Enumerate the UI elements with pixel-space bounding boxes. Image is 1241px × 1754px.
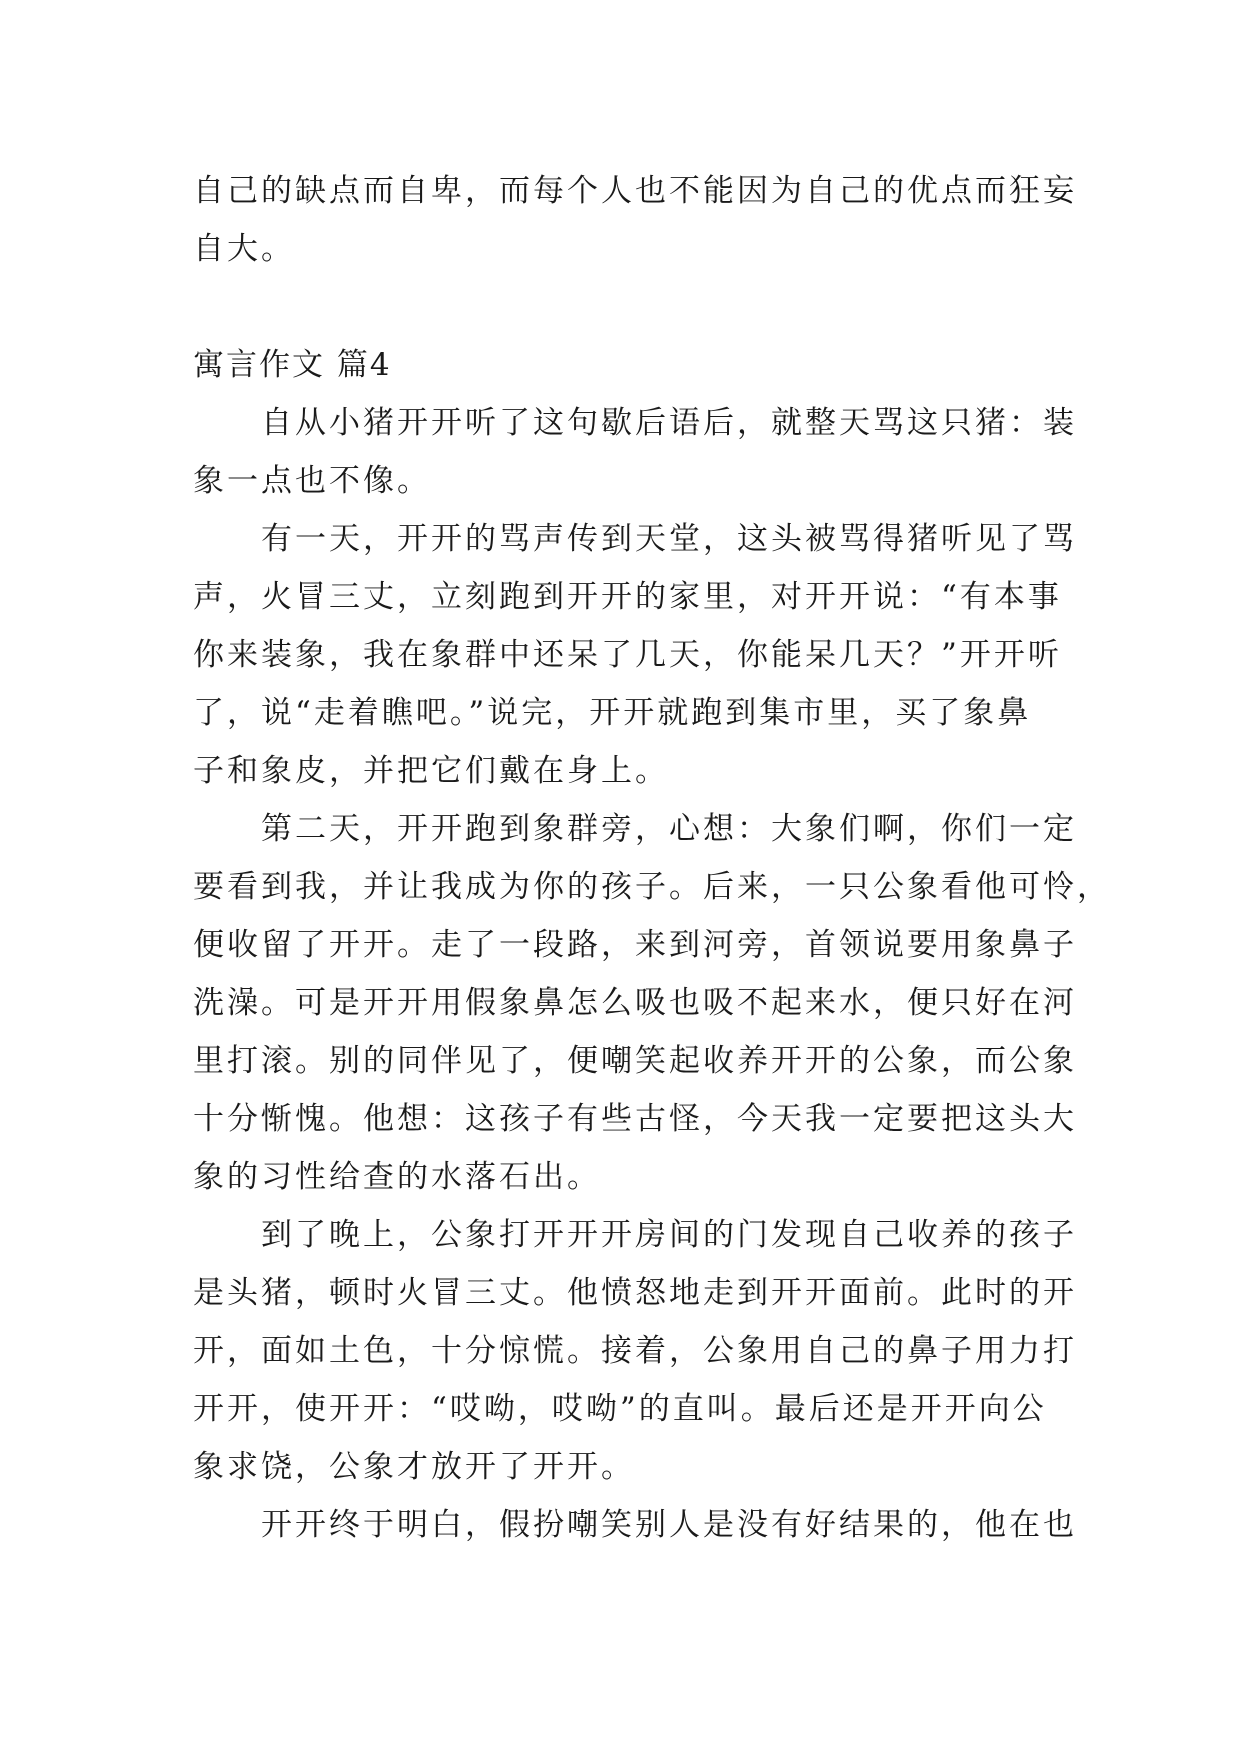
paragraph-3 [193, 800, 1111, 1206]
text-line: 你来装象，我在象群中还呆了几天，你能呆几天？”开开听 [193, 637, 1062, 673]
text-line: 有一天，开开的骂声传到天堂，这头被骂得猪听见了骂 [261, 521, 1077, 557]
text-line: 象的习性给查的水落石出。 [193, 1159, 601, 1195]
text-line: 第二天，开开跑到象群旁，心想：大象们啊，你们一定 [261, 811, 1077, 847]
text-line: 象求饶，公象才放开了开开。 [193, 1449, 635, 1485]
lead-paragraph [193, 162, 1077, 278]
text-line: 子和象皮，并把它们戴在身上。 [193, 753, 669, 789]
text-line: 自从小猪开开听了这句歇后语后，就整天骂这只猪：装 [261, 405, 1077, 441]
text-line: 洗澡。可是开开用假象鼻怎么吸也吸不起来水，便只好在河 [193, 985, 1077, 1021]
text-line: 开开终于明白，假扮嘲笑别人是没有好结果的，他在也 [261, 1507, 1077, 1543]
section-heading: 寓言作文 篇4 [193, 347, 392, 383]
text-line: 要看到我，并让我成为你的孩子。后来，一只公象看他可怜， [193, 869, 1111, 905]
document-body [193, 162, 1111, 1554]
text-line: 了，说“走着瞧吧。”说完，开开就跑到集市里，买了象鼻 [193, 695, 1032, 731]
text-line: 自大。 [193, 231, 295, 267]
paragraph-4 [193, 1206, 1077, 1496]
paragraph-1 [193, 394, 1077, 510]
text-line: 十分惭愧。他想：这孩子有些古怪，今天我一定要把这头大 [193, 1101, 1077, 1137]
text-line: 便收留了开开。走了一段路，来到河旁，首领说要用象鼻子 [193, 927, 1077, 963]
paragraph-5 [193, 1496, 1077, 1554]
text-line: 开，面如土色，十分惊慌。接着，公象用自己的鼻子用力打 [193, 1333, 1077, 1369]
text-line: 里打滚。别的同伴见了，便嘲笑起收养开开的公象，而公象 [193, 1043, 1077, 1079]
text-line: 自己的缺点而自卑，而每个人也不能因为自己的优点而狂妄 [193, 173, 1077, 209]
paragraph-2 [193, 510, 1077, 800]
text-line: 声，火冒三丈，立刻跑到开开的家里，对开开说：“有本事 [193, 579, 1062, 615]
text-line: 是头猪，顿时火冒三丈。他愤怒地走到开开面前。此时的开 [193, 1275, 1077, 1311]
text-line: 象一点也不像。 [193, 463, 431, 499]
text-line: 开开，使开开：“哎呦，哎呦”的直叫。最后还是开开向公 [193, 1391, 1047, 1427]
text-line: 到了晚上，公象打开开开房间的门发现自己收养的孩子 [261, 1217, 1077, 1253]
